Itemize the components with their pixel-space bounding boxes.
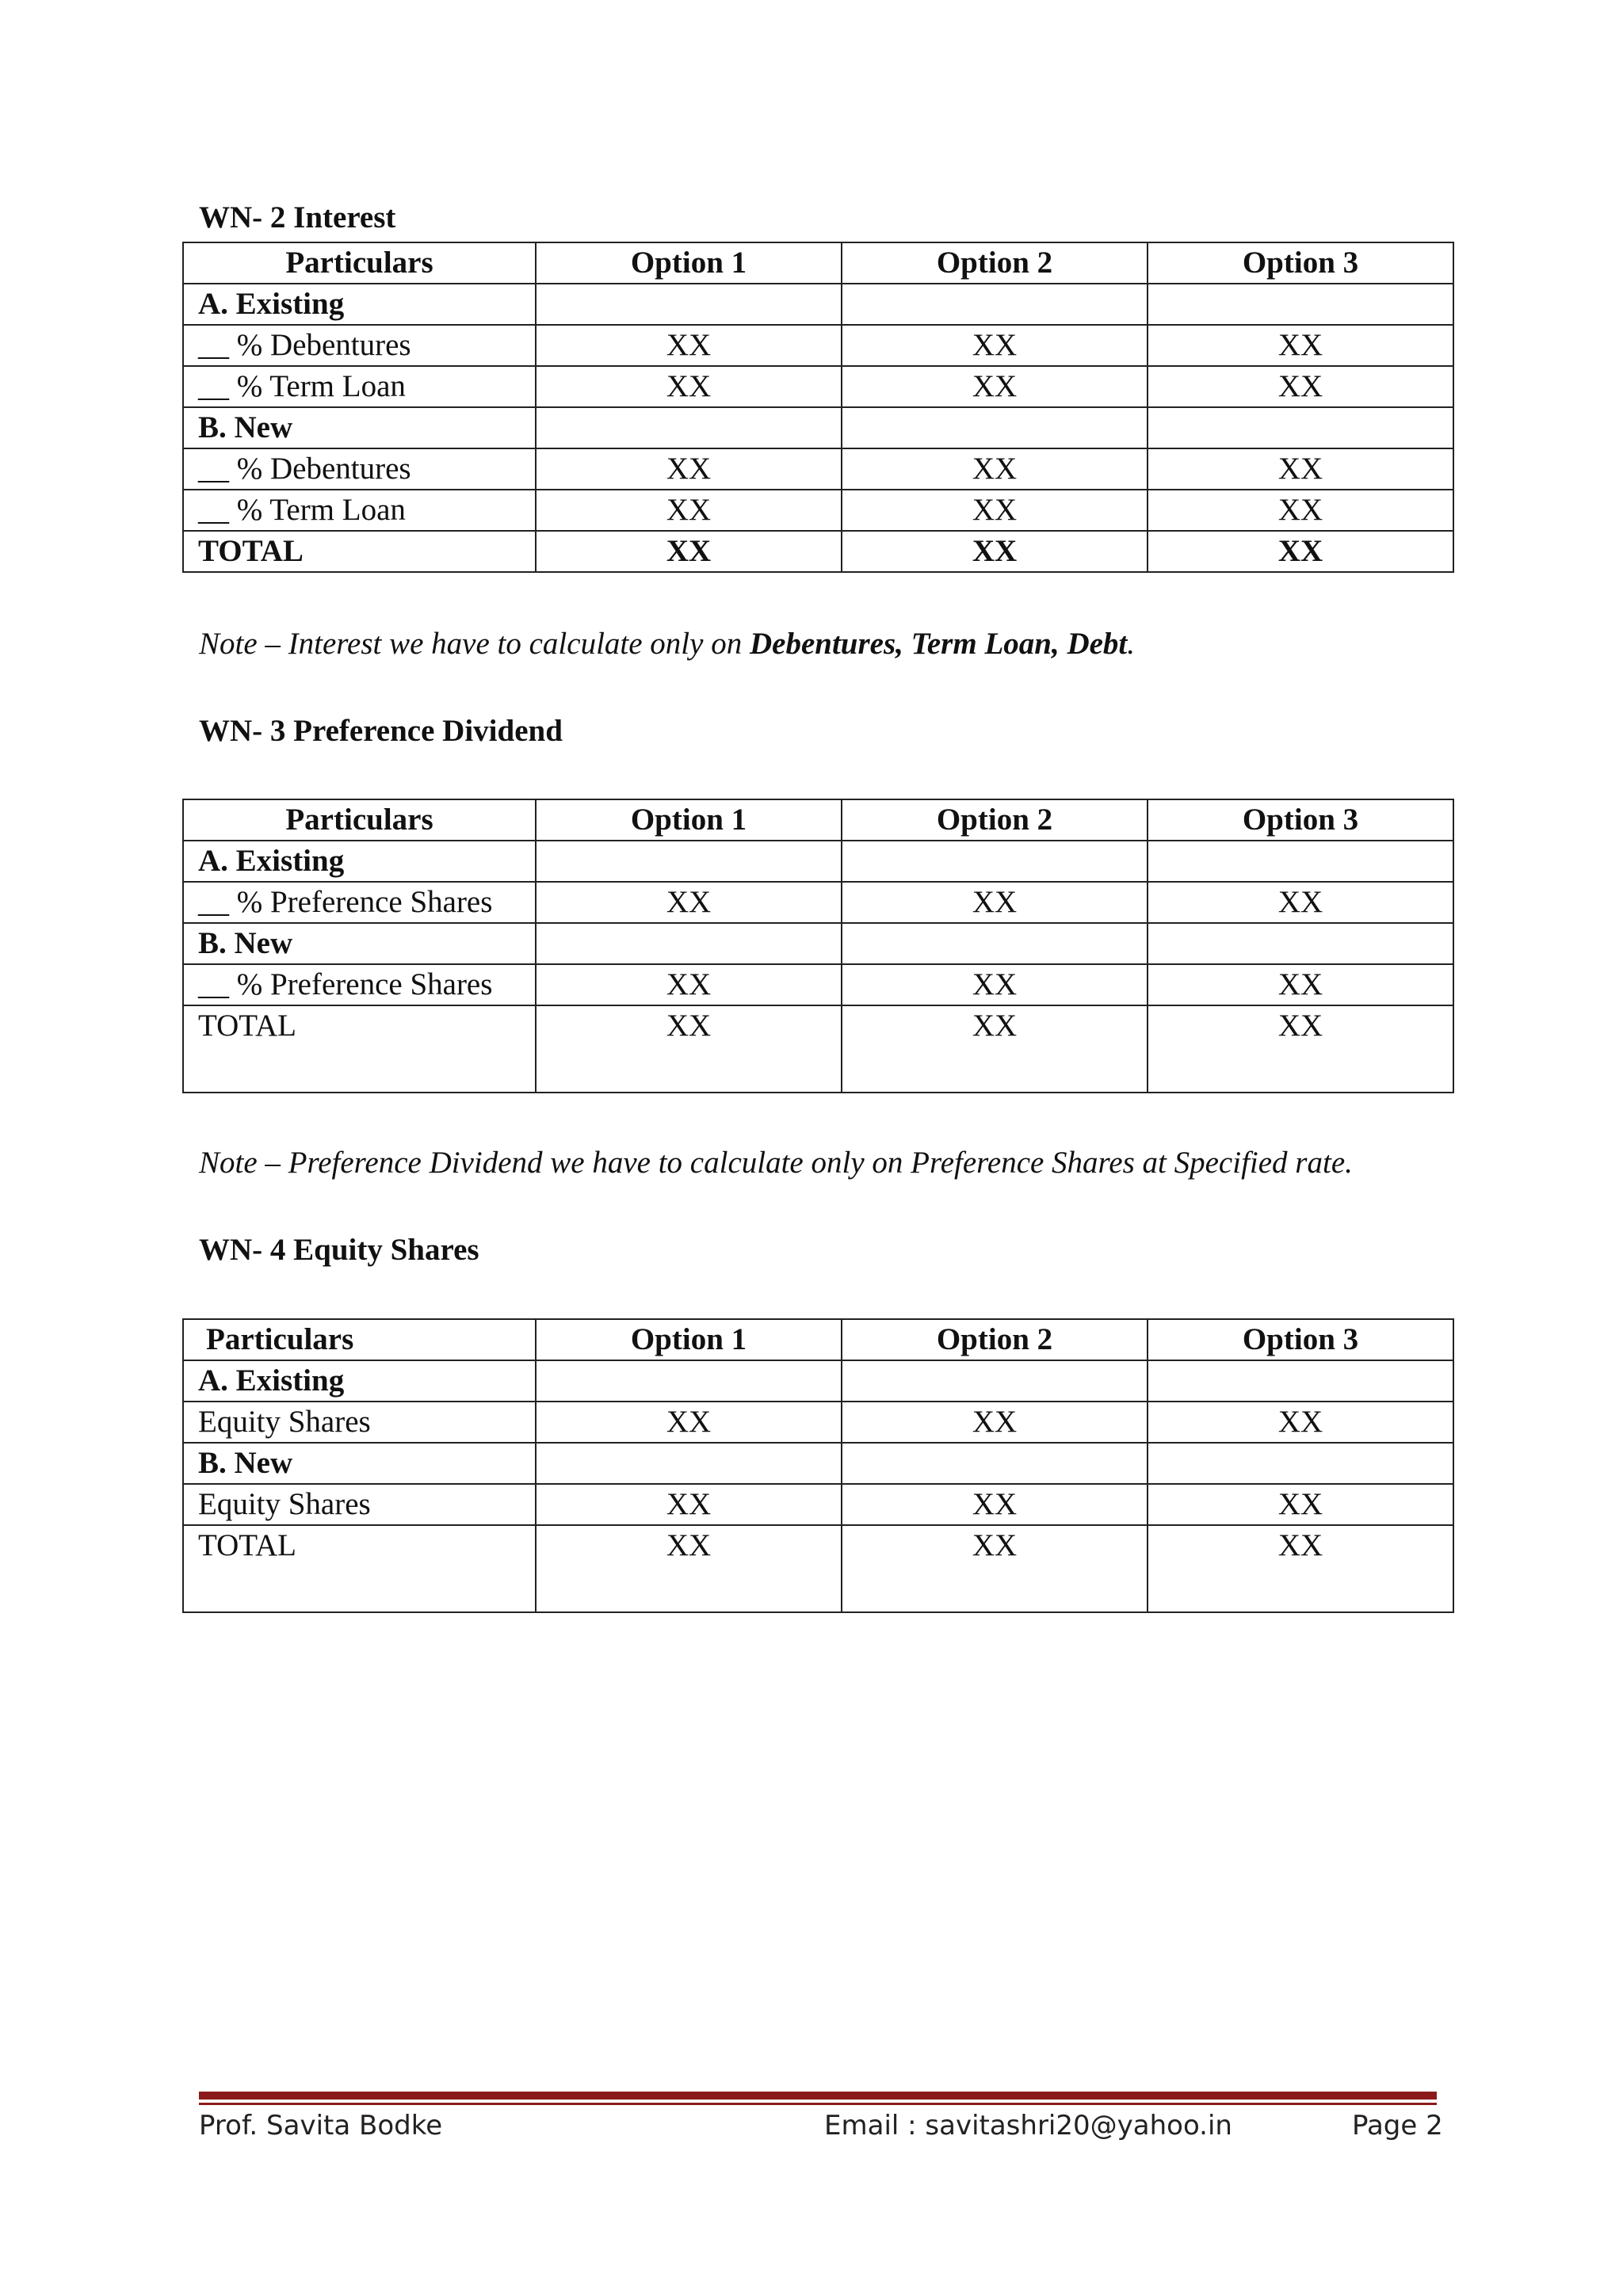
cell-option-1: XX [536, 1484, 842, 1525]
wn3-title: WN- 3 Preference Dividend [199, 714, 563, 748]
cell-option-3: XX [1148, 1005, 1453, 1093]
cell-option-2 [842, 284, 1148, 325]
cell-option-1 [536, 923, 842, 964]
cell-option-1: XX [536, 1005, 842, 1093]
header-option-1: Option 1 [536, 242, 842, 284]
footer-rule-thin [199, 2103, 1437, 2105]
table-row [183, 325, 1453, 366]
cell-option-1: XX [536, 366, 842, 407]
cell-option-1: XX [536, 448, 842, 490]
cell-option-3 [1148, 841, 1453, 882]
table-row [183, 1402, 1453, 1443]
cell-option-3: XX [1148, 325, 1453, 366]
cell-option-2 [842, 407, 1148, 448]
cell-option-1 [536, 284, 842, 325]
header-option-3: Option 3 [1148, 799, 1453, 841]
footer-rule-thick [199, 2092, 1437, 2100]
row-label: __ % Term Loan [183, 366, 536, 407]
footer-email: Email : savitashri20@yahoo.in [824, 2110, 1232, 2142]
cell-option-2: XX [842, 964, 1148, 1005]
cell-option-2: XX [842, 1484, 1148, 1525]
row-label: TOTAL [183, 531, 536, 572]
cell-option-1: XX [536, 1402, 842, 1443]
cell-option-2 [842, 841, 1148, 882]
row-label: __ % Preference Shares [183, 882, 536, 923]
cell-option-3: XX [1148, 448, 1453, 490]
cell-option-2: XX [842, 882, 1148, 923]
cell-option-1 [536, 407, 842, 448]
header-option-1: Option 1 [536, 1319, 842, 1360]
cell-option-2: XX [842, 1402, 1148, 1443]
cell-option-3 [1148, 1443, 1453, 1484]
cell-option-3 [1148, 1360, 1453, 1402]
cell-option-2 [842, 1360, 1148, 1402]
cell-option-2: XX [842, 448, 1148, 490]
header-particulars: Particulars [183, 799, 536, 841]
cell-option-1: XX [536, 490, 842, 531]
header-option-3: Option 3 [1148, 1319, 1453, 1360]
cell-option-3: XX [1148, 366, 1453, 407]
table-row [183, 882, 1453, 923]
wn2-note [199, 624, 1135, 664]
header-particulars: Particulars [183, 242, 536, 284]
table-total-row [183, 1525, 1453, 1612]
cell-option-1: XX [536, 964, 842, 1005]
cell-option-1: XX [536, 1525, 842, 1612]
cell-option-3: XX [1148, 490, 1453, 531]
cell-option-2 [842, 1443, 1148, 1484]
header-option-2: Option 2 [842, 242, 1148, 284]
row-label: __ % Debentures [183, 325, 536, 366]
cell-option-3: XX [1148, 882, 1453, 923]
cell-option-3: XX [1148, 1484, 1453, 1525]
cell-option-1 [536, 1360, 842, 1402]
row-label: B. New [183, 923, 536, 964]
table-row [183, 490, 1453, 531]
cell-option-1: XX [536, 325, 842, 366]
wn2-note-bold: Debentures, Term Loan, Debt [749, 627, 1128, 661]
table-header-row [183, 242, 1453, 284]
row-label: A. Existing [183, 1360, 536, 1402]
table-header-row [183, 799, 1453, 841]
cell-option-2: XX [842, 490, 1148, 531]
row-label: B. New [183, 1443, 536, 1484]
table-row [183, 841, 1453, 882]
cell-option-1 [536, 1443, 842, 1484]
wn2-note-suffix: . [1127, 627, 1136, 661]
table-header-row [183, 1319, 1453, 1360]
row-label: __ % Preference Shares [183, 964, 536, 1005]
table-row [183, 407, 1453, 448]
row-label: A. Existing [183, 284, 536, 325]
cell-option-2 [842, 923, 1148, 964]
cell-option-2: XX [842, 325, 1148, 366]
cell-option-3: XX [1148, 964, 1453, 1005]
row-label: Equity Shares [183, 1402, 536, 1443]
wn4-title: WN- 4 Equity Shares [199, 1233, 479, 1267]
header-particulars: Particulars [183, 1319, 536, 1360]
wn2-interest-table [182, 242, 1454, 573]
footer-author: Prof. Savita Bodke [199, 2110, 443, 2142]
wn3-preference-dividend-table [182, 799, 1454, 1093]
wn3-note: Note – Preference Dividend we have to calculate only on Preference Shares at Specified rate. [199, 1146, 1353, 1180]
cell-option-3: XX [1148, 1525, 1453, 1612]
table-row [183, 448, 1453, 490]
row-label: Equity Shares [183, 1484, 536, 1525]
footer-page-number: Page 2 [1352, 2110, 1443, 2142]
cell-option-1 [536, 841, 842, 882]
row-label: TOTAL [183, 1525, 536, 1612]
header-option-3: Option 3 [1148, 242, 1453, 284]
table-row [183, 284, 1453, 325]
row-label: TOTAL [183, 1005, 536, 1093]
cell-option-2: XX [842, 366, 1148, 407]
cell-option-3 [1148, 923, 1453, 964]
table-row [183, 1360, 1453, 1402]
header-option-1: Option 1 [536, 799, 842, 841]
table-row [183, 1484, 1453, 1525]
cell-option-3: XX [1148, 1402, 1453, 1443]
table-total-row [183, 1005, 1453, 1093]
cell-option-1: XX [536, 882, 842, 923]
cell-option-2: XX [842, 531, 1148, 572]
wn2-note-prefix: Note – Interest we have to calculate only on [199, 627, 750, 661]
row-label: __ % Debentures [183, 448, 536, 490]
table-row [183, 1443, 1453, 1484]
wn4-equity-shares-table [182, 1318, 1454, 1613]
cell-option-3 [1148, 284, 1453, 325]
row-label: B. New [183, 407, 536, 448]
wn2-title: WN- 2 Interest [199, 200, 396, 235]
cell-option-2: XX [842, 1525, 1148, 1612]
table-row [183, 964, 1453, 1005]
row-label: __ % Term Loan [183, 490, 536, 531]
header-option-2: Option 2 [842, 799, 1148, 841]
table-row [183, 923, 1453, 964]
cell-option-3: XX [1148, 531, 1453, 572]
cell-option-2: XX [842, 1005, 1148, 1093]
table-total-row [183, 531, 1453, 572]
header-option-2: Option 2 [842, 1319, 1148, 1360]
table-row [183, 366, 1453, 407]
row-label: A. Existing [183, 841, 536, 882]
cell-option-3 [1148, 407, 1453, 448]
cell-option-1: XX [536, 531, 842, 572]
